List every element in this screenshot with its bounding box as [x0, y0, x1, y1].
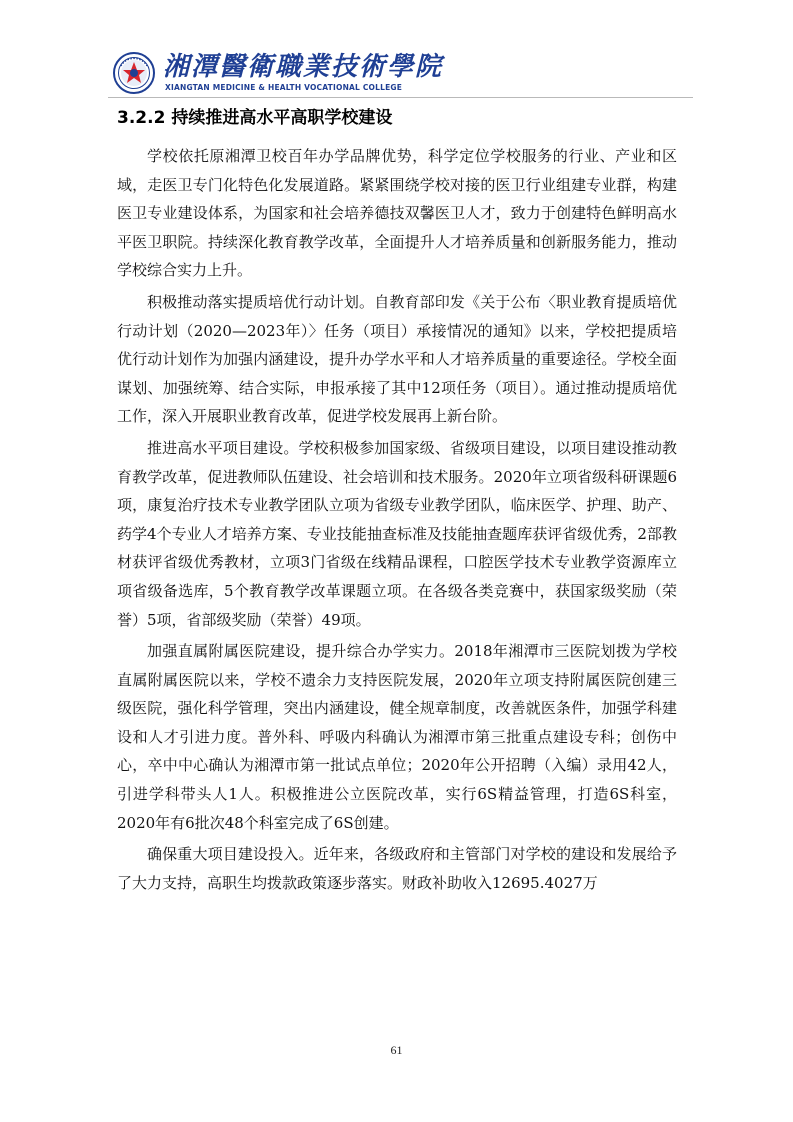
paragraph: 确保重大项目建设投入。近年来，各级政府和主管部门对学校的建设和发展给予了大力支持，高职生均拨款政策逐步落实。财政补助收入12695.4027万: [117, 845, 677, 892]
paragraph: 加强直属附属医院建设，提升综合办学实力。2018年湘潭市三医院划拨为学校直属附属医院以来，学校不遗余力支持医院发展，2020年立项支持附属医院创建三级医院，强化科学管理，突出内涵建设，健全规章制度，改善就医条件，加强学科建设和人才引进力度。普外科、呼吸内科确认为湘潭市第三批重点建设专科；创伤中心，卒中中心确认为湘潭市第一批试点单位；2020年公开招聘（入编）录用42人，引进学科带头人1人。积极推进公立医院改革，实行6S精益管理，打造6S科室，2020年有6批次48个科室完成了6S创建。: [117, 642, 677, 832]
school-name-english: XIANGTAN MEDICINE & HEALTH VOCATIONAL COLLEGE: [165, 83, 403, 92]
body-text: [117, 142, 677, 900]
paragraph: 积极推动落实提质培优行动计划。自教育部印发《关于公布〈职业教育提质培优行动计划（2020—2023年）〉任务（项目）承接情况的通知》以来，学校把提质培优行动计划作为加强内涵建设，提升办学水平和人才培养质量的重要途径。学校全面谋划、加强统筹、结合实际，申报承接了其中12项任务（项目）。通过推动提质培优工作，深入开展职业教育改革，促进学校发展再上新台阶。: [117, 292, 677, 426]
page-number: 61: [390, 1043, 403, 1057]
school-name-chinese: 湘潭醫衛職業技術學院: [163, 52, 444, 82]
paragraph: 推进高水平项目建设。学校积极参加国家级、省级项目建设，以项目建设推动教育教学改革，促进教师队伍建设、社会培训和技术服务。2020年立项省级科研课题6项，康复治疗技术专业教学团队立项为省级专业教学团队，临床医学、护理、助产、药学4个专业人才培养方案、专业技能抽查标准及技能抽查题库获评省级优秀，2部教材获评省级优秀教材，立项3门省级在线精品课程，口腔医学技术专业教学资源库立项省级备选库，5个教育教学改革课题立项。在各级各类竞赛中，获国家级奖励（荣誉）5项，省部级奖励（荣誉）49项。: [117, 438, 677, 629]
college-emblem-icon: [113, 52, 155, 94]
header-divider: [108, 97, 693, 98]
paragraph: 学校依托原湘潭卫校百年办学品牌优势，科学定位学校服务的行业、产业和区域，走医卫专门化特色化发展道路。紧紧围绕学校对接的医卫行业组建专业群，构建医卫专业建设体系，为国家和社会培养德技双馨医卫人才，致力于创建特色鲜明高水平医卫职院。持续深化教育教学改革，全面提升人才培养质量和创新服务能力，推动学校综合实力上升。: [117, 147, 677, 280]
section-heading: 3.2.2 持续推进高水平高职学校建设: [117, 108, 393, 128]
page-header: [113, 50, 693, 98]
